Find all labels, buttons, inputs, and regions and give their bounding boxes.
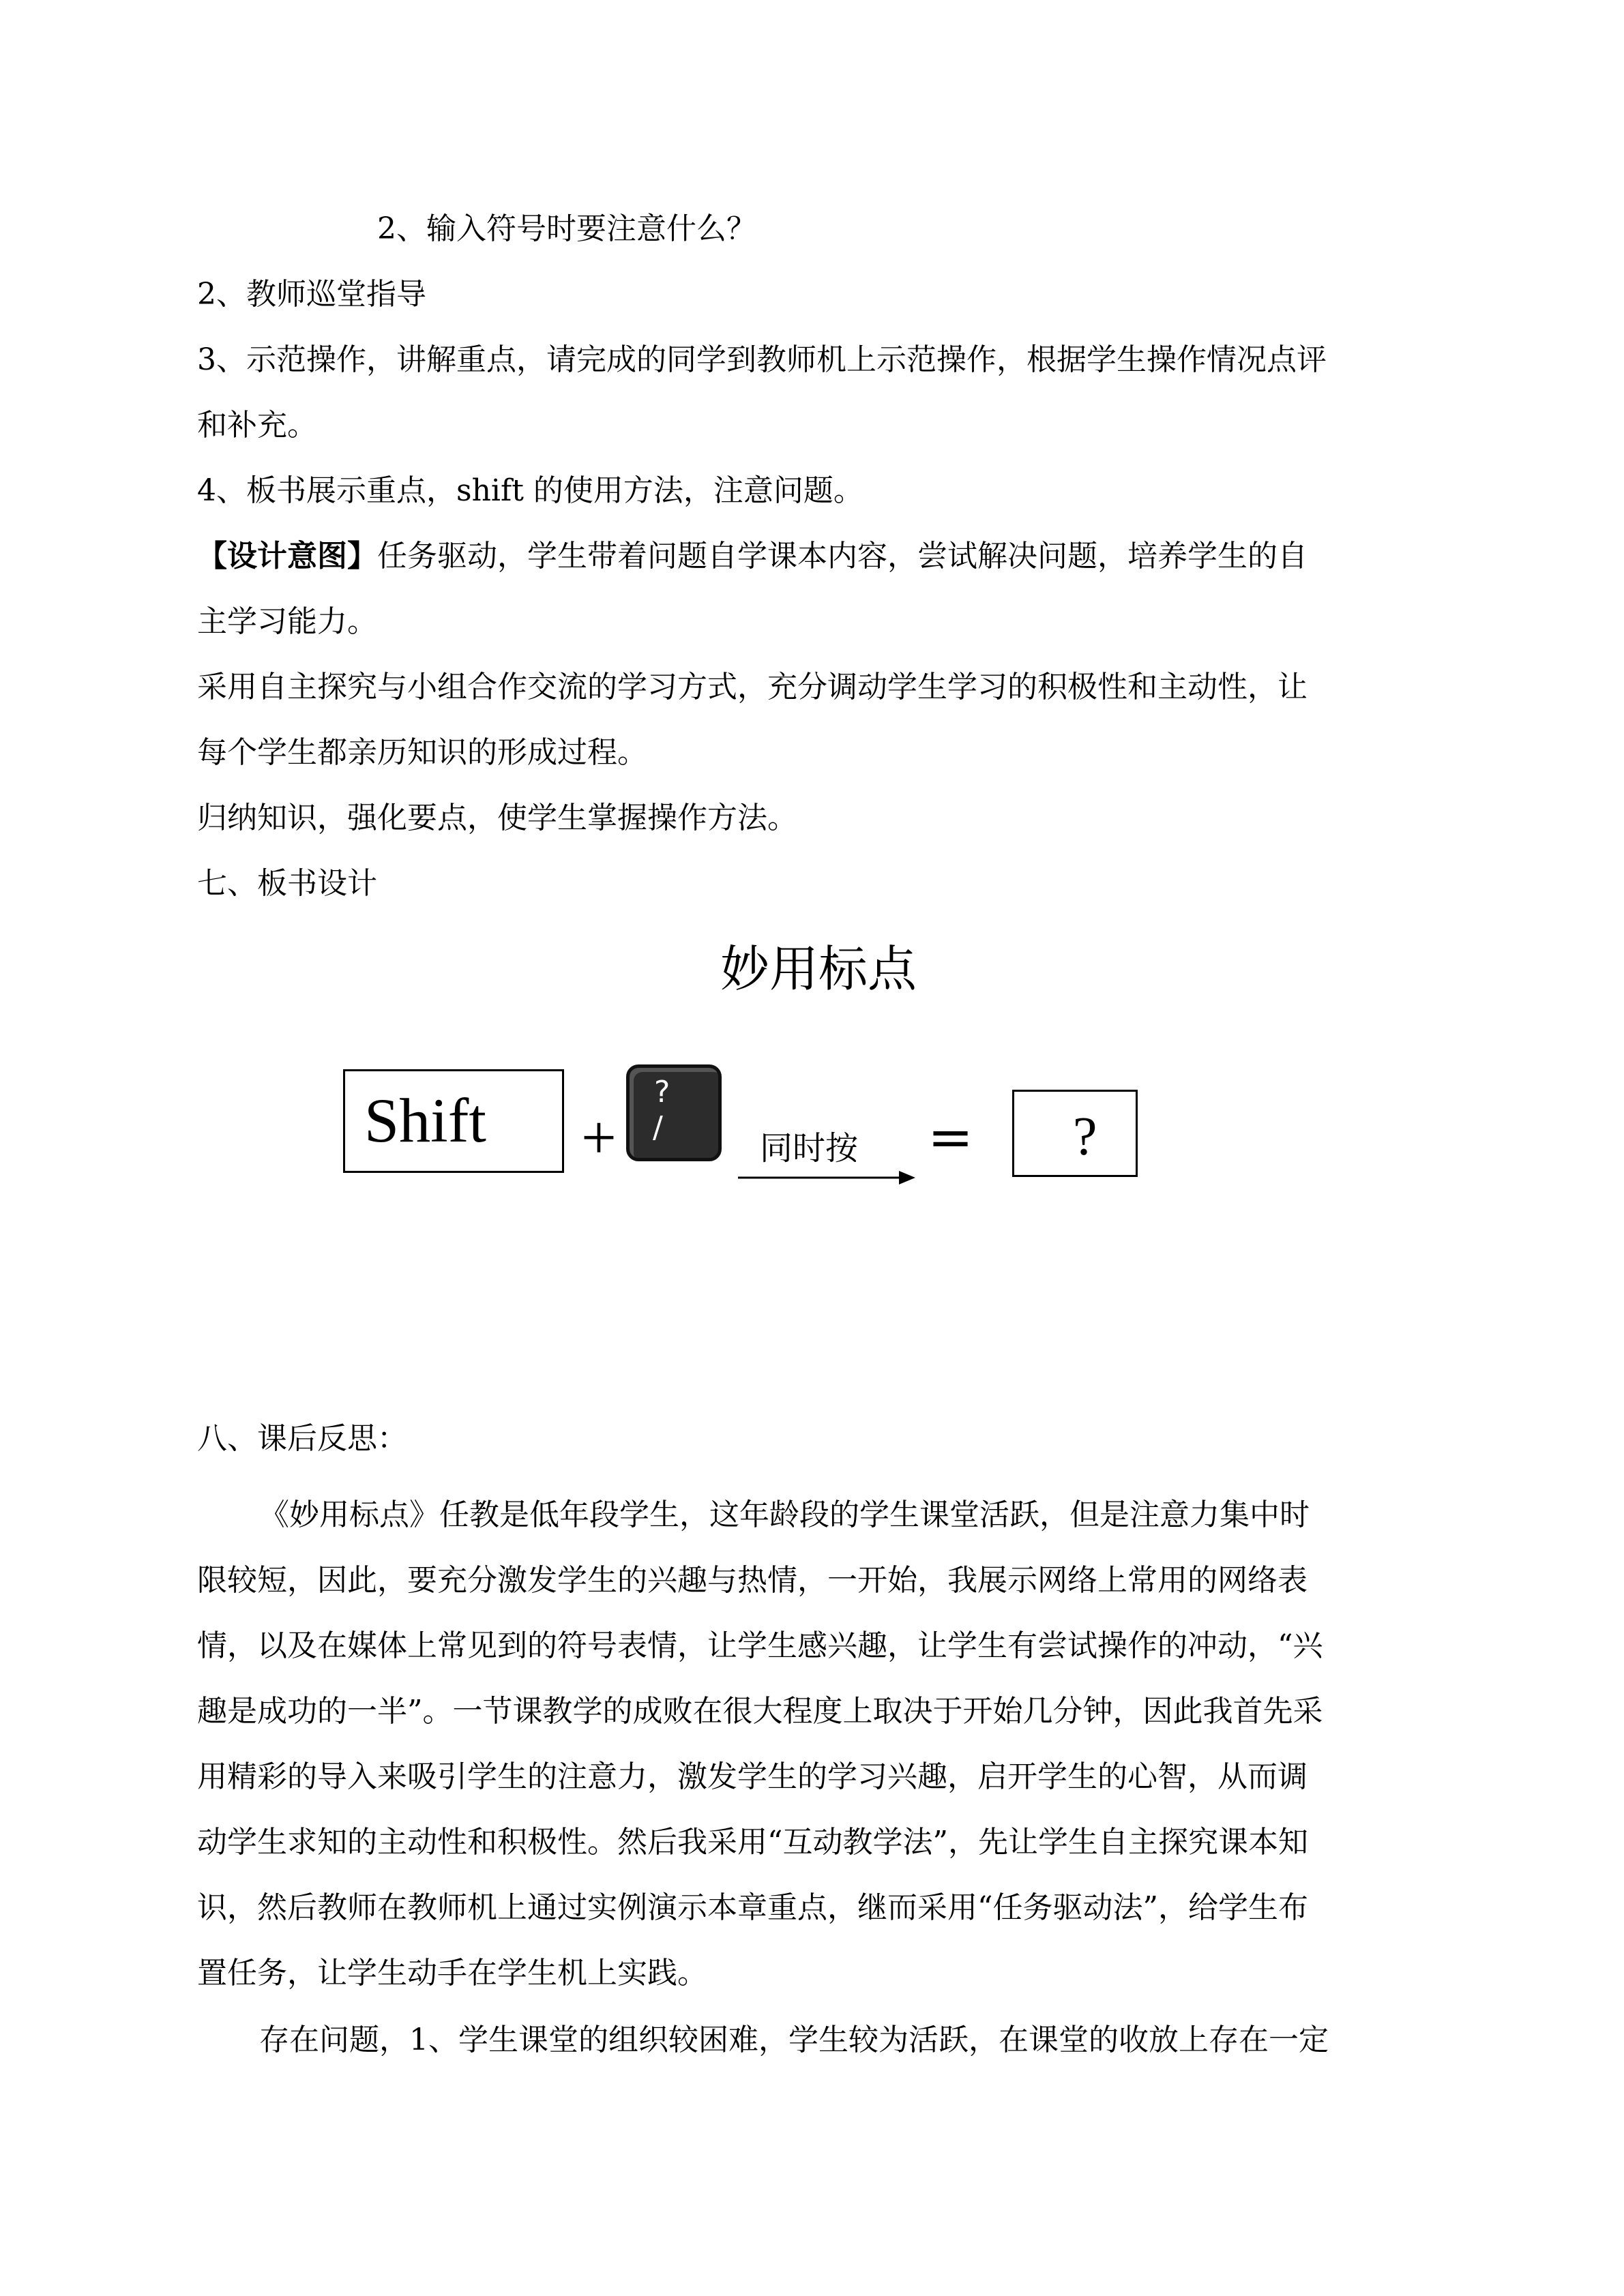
key-bottom-glyph: /: [653, 1110, 663, 1145]
shift-key-box: [343, 1069, 564, 1173]
result-glyph: ?: [1073, 1107, 1097, 1167]
arrow-label: 同时按: [760, 1129, 859, 1167]
line-design-intent: [197, 541, 1308, 571]
line-design-intent-cont: 主学习能力。: [197, 604, 377, 639]
design-intent-text: 任务驱动，学生带着问题自学课本内容，尝试解决问题，培养学生的自: [377, 539, 1308, 573]
line-summary: 归纳知识，强化要点，使学生掌握操作方法。: [197, 801, 797, 835]
section-heading-board-design: 七、板书设计: [197, 866, 377, 901]
line-learning-method: 采用自主探究与小组合作交流的学习方式，充分调动学生学习的积极性和主动性，让: [197, 670, 1308, 704]
reflection-line: 用精彩的导入来吸引学生的注意力，激发学生的学习兴趣，启开学生的心智，从而调: [197, 1759, 1308, 1794]
reflection-line: 识，然后教师在教师机上通过实例演示本章重点，继而采用“任务驱动法”，给学生布: [197, 1890, 1308, 1925]
reflection-line: 情，以及在媒体上常见到的符号表情，让学生感兴趣，让学生有尝试操作的冲动，“兴: [197, 1628, 1323, 1663]
right-arrow-icon: [738, 1167, 915, 1188]
shift-key-label: Shift: [364, 1086, 486, 1155]
reflection-problems: 存在问题，1、学生课堂的组织较困难，学生较为活跃，在课堂的收放上存在一定: [259, 2023, 1329, 2057]
reflection-line: 《妙用标点》任教是低年段学生，这年龄段的学生课堂活跃，但是注意力集中时: [259, 1497, 1310, 1532]
line-question-2: 2、输入符号时要注意什么？: [377, 211, 756, 246]
reflection-line: 置任务，让学生动手在学生机上实践。: [197, 1956, 707, 1991]
reflection-line: 动学生求知的主动性和积极性。然后我采用“互动教学法”，先让学生自主探究课本知: [197, 1825, 1308, 1860]
reflection-line: 限较短，因此，要充分激发学生的兴趣与热情，一开始，我展示网络上常用的网络表: [197, 1563, 1308, 1598]
design-intent-label: 【设计意图】: [197, 539, 377, 573]
line-teacher-patrol: 2、教师巡堂指导: [197, 277, 426, 312]
section-heading-reflection: 八、课后反思：: [197, 1421, 407, 1456]
question-slash-key-icon: [626, 1064, 722, 1161]
key-top-glyph: ?: [654, 1075, 670, 1109]
line-board-display: 4、板书展示重点，shift 的使用方法，注意问题。: [197, 473, 863, 508]
reflection-line: 趣是成功的一半”。一节课教学的成败在很大程度上取决于开始几分钟，因此我首先采: [197, 1694, 1323, 1729]
line-learning-method-cont: 每个学生都亲历知识的形成过程。: [197, 735, 647, 770]
board-title: 妙用标点: [720, 940, 917, 998]
result-box: [1012, 1090, 1138, 1177]
equals-sign: =: [928, 1105, 974, 1169]
plus-sign: +: [581, 1103, 617, 1172]
line-demo-operation: 3、示范操作，讲解重点，请完成的同学到教师机上示范操作，根据学生操作情况点评: [197, 342, 1327, 377]
line-demo-operation-cont: 和补充。: [197, 408, 317, 443]
